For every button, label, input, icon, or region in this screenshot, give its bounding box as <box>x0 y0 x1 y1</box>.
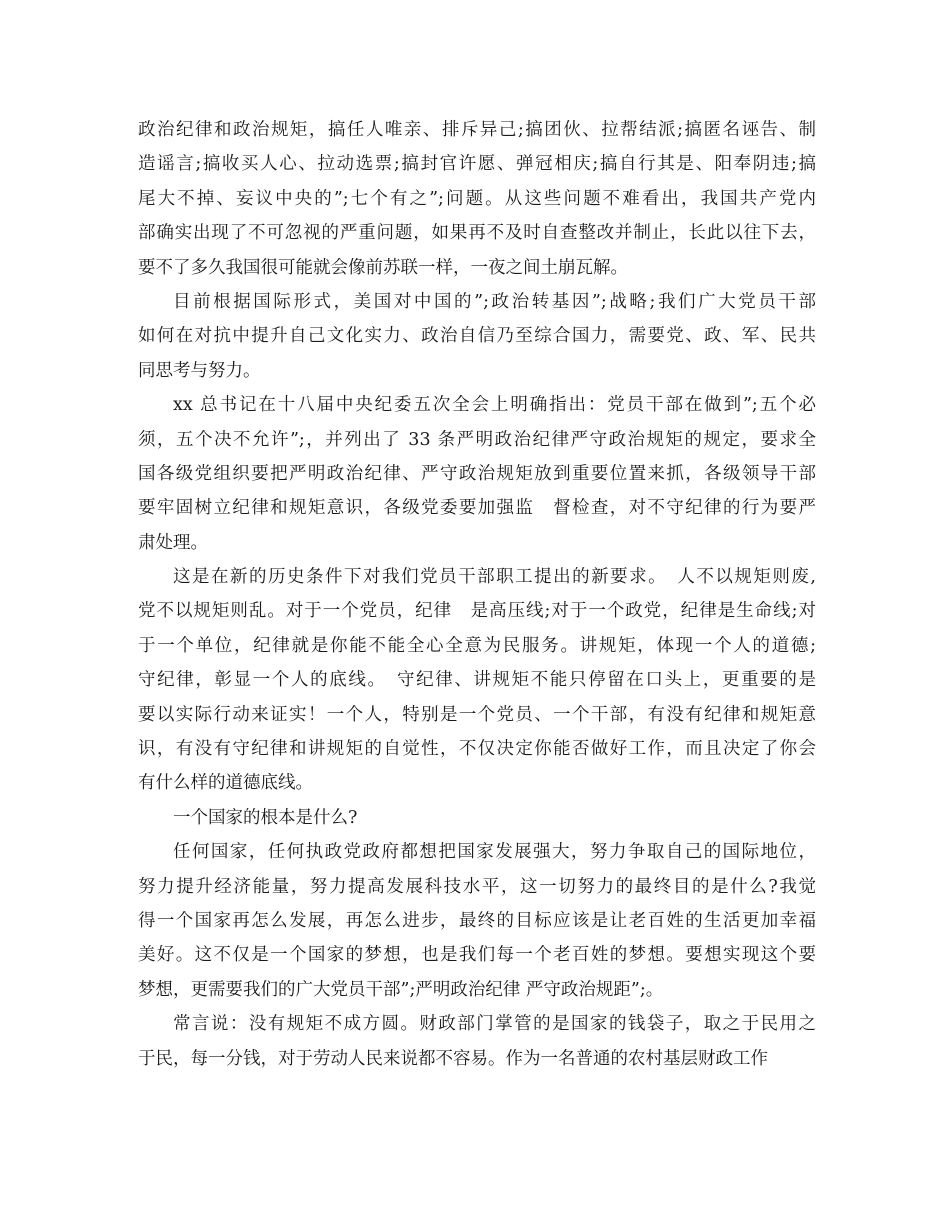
paragraph-line: 尾大不掉、妄议中央的”;七个有之”;问题。从这些问题不难看出，我国共产党内 <box>138 188 816 209</box>
paragraph-line: 党不以规矩则乱。对于一个党员，纪律 是高压线;对于一个政党，纪律是生命线;对 <box>138 601 816 622</box>
paragraph-line: 要不了多久我国很可能就会像前苏联一样，一夜之间土崩瓦解。 <box>138 257 628 278</box>
paragraph <box>138 1007 816 1076</box>
paragraph-line: 要以实际行动来证实！一个人，特别是一个党员、一个干部，有没有纪律和规矩意 <box>138 704 816 725</box>
paragraph-line: 于民，每一分钱，对于劳动人民来说都不容易。作为一名普通的农村基层财政工作 <box>138 1048 768 1069</box>
paragraph-line: 有什么样的道德底线。 <box>138 773 313 794</box>
paragraph-line: xx 总书记在十八届中央纪委五次全会上明确指出：党员干部在做到”;五个必 <box>173 395 816 416</box>
paragraph <box>138 285 816 388</box>
paragraph <box>138 801 816 835</box>
paragraph-line: 同思考与努力。 <box>138 360 261 381</box>
paragraph <box>138 835 816 1007</box>
paragraph-line: 如何在对抗中提升自己文化实力、政治自信乃至综合国力，需要党、政、军、民共 <box>138 326 816 347</box>
document-body <box>138 113 816 1076</box>
paragraph-line: 须，五个决不允许”;，并列出了 33 条严明政治纪律严守政治规矩的规定，要求全 <box>138 429 816 450</box>
paragraph <box>138 560 816 801</box>
paragraph-line: 一个国家的根本是什么? <box>173 807 358 828</box>
paragraph-line: 要牢固树立纪律和规矩意识，各级党委要加强监 督检查，对不守纪律的行为要严 <box>138 498 816 519</box>
paragraph-line: 于一个单位，纪律就是你能不能全心全意为民服务。讲规矩，体现一个人的道德; <box>138 635 816 656</box>
paragraph-line: 造谣言;搞收买人心、拉动选票;搞封官许愿、弹冠相庆;搞自行其是、阳奉阴违;搞 <box>138 154 816 175</box>
paragraph-line: 政治纪律和政治规矩，搞任人唯亲、排斥异己;搞团伙、拉帮结派;搞匿名诬告、制 <box>138 120 816 140</box>
paragraph-line: 守纪律，彰显一个人的底线。 守纪律、讲规矩不能只停留在口头上，更重要的是 <box>138 670 816 691</box>
paragraph-line: 得一个国家再怎么发展，再怎么进步，最终的目标应该是让老百姓的生活更加幸福 <box>138 910 816 931</box>
paragraph-line: 识，有没有守纪律和讲规矩的自觉性，不仅决定你能否做好工作，而且决定了你会 <box>138 739 816 760</box>
paragraph-line: 国各级党组织要把严明政治纪律、严守政治规矩放到重要位置来抓，各级领导干部 <box>138 463 816 484</box>
paragraph <box>138 113 816 285</box>
paragraph-line: 努力提升经济能量，努力提高发展科技水平，这一切努力的最终目的是什么?我觉 <box>138 876 816 897</box>
paragraph-line: 美好。这不仅是一个国家的梦想，也是我们每一个老百姓的梦想。要想实现这个要 <box>138 945 816 966</box>
paragraph-line: 肃处理。 <box>138 532 208 553</box>
paragraph-line: 部确实出现了不可忽视的严重问题，如果再不及时自查整改并制止，长此以往下去， <box>138 223 816 244</box>
paragraph-line: 目前根据国际形式，美国对中国的”;政治转基因”;战略;我们广大党员干部 <box>173 291 816 312</box>
paragraph-line: 这是在新的历史条件下对我们党员干部职工提出的新要求。 人不以规矩则废, <box>173 567 816 588</box>
paragraph <box>138 388 816 560</box>
paragraph-line: 常言说：没有规矩不成方圆。财政部门掌管的是国家的钱袋子，取之于民用之 <box>173 1014 816 1035</box>
paragraph-line: 梦想，更需要我们的广大党员干部”;严明政治纪律 严守政治规距”;。 <box>138 979 664 1000</box>
paragraph-line: 任何国家，任何执政党政府都想把国家发展强大，努力争取自己的国际地位， <box>173 842 816 863</box>
